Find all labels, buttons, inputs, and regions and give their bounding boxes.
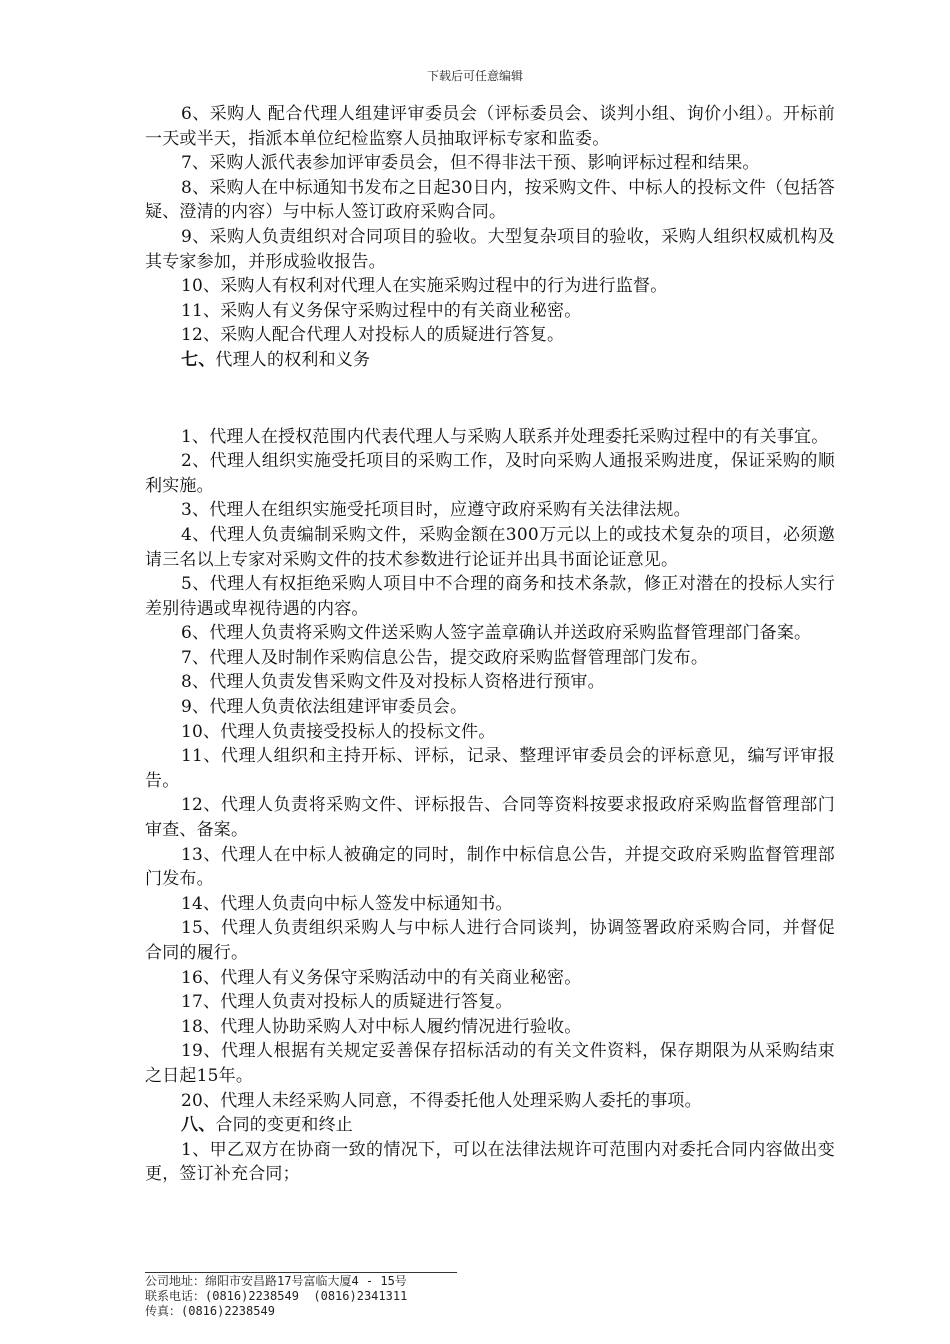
section-8-heading: [145, 1113, 835, 1138]
paragraph-7-19: 19、代理人根据有关规定妥善保存招标活动的有关文件资料，保存期限为从采购结束之日起15年。: [145, 1041, 835, 1086]
document-body: [145, 102, 835, 1187]
paragraph-7-2: 2、代理人组织实施受托项目的采购工作，及时向采购人通报采购进度，保证采购的顺利实施。: [145, 451, 835, 496]
paragraph-a8: 8、采购人在中标通知书发布之日起30日内，按采购文件、中标人的投标文件（包括答疑、澄清的内容）与中标人签订政府采购合同。: [145, 177, 835, 223]
page-footer: [145, 1274, 645, 1319]
paragraph-a11: 11、采购人有义务保守采购过程中的有关商业秘密。: [181, 300, 582, 321]
paragraph-a12: 12、采购人配合代理人对投标人的质疑进行答复。: [181, 325, 565, 346]
paragraph-7-13: 13、代理人在中标人被确定的同时，制作中标信息公告，并提交政府采购监督管理部门发布。: [145, 844, 835, 890]
paragraph-7-6: 6、代理人负责将采购文件送采购人签字盖章确认并送政府采购监督管理部门备案。: [181, 623, 812, 644]
paragraph-7-8: 8、代理人负责发售采购文件及对投标人资格进行预审。: [181, 672, 605, 693]
paragraph-7-17: 17、代理人负责对投标人的质疑进行答复。: [181, 992, 513, 1013]
section-7-number: 七、: [181, 349, 216, 370]
paragraph-7-12: 12、代理人负责将采购文件、评标报告、合同等资料按要求报政府采购监督管理部门审查、备案。: [145, 795, 835, 841]
section-7-heading: [145, 348, 835, 373]
section-gap: [145, 373, 835, 425]
paragraph-7-7: 7、代理人及时制作采购信息公告，提交政府采购监督管理部门发布。: [181, 647, 709, 668]
paragraph-a9: 9、采购人负责组织对合同项目的验收。大型复杂项目的验收，采购人组织权威机构及其专家参加，并形成验收报告。: [145, 226, 835, 272]
paragraph-8-1: 1、甲乙双方在协商一致的情况下，可以在法律法规许可范围内对委托合同内容做出变更，签订补充合同；: [145, 1139, 835, 1185]
paragraph-7-1: 1、代理人在授权范围内代表代理人与采购人联系并处理委托采购过程中的有关事宜。: [181, 426, 829, 447]
paragraph-7-3: 3、代理人在组织实施受托项目时，应遵守政府采购有关法律法规。: [181, 500, 691, 521]
page-header: 下载后可任意编辑: [426, 69, 523, 83]
section-7-title: 代理人的权利和义务: [215, 349, 371, 370]
paragraph-7-16: 16、代理人有义务保守采购活动中的有关商业秘密。: [181, 967, 582, 988]
paragraph-7-20: 20、代理人未经采购人同意，不得委托他人处理采购人委托的事项。: [181, 1090, 702, 1111]
footer-divider: [145, 1272, 457, 1273]
paragraph-7-14: 14、代理人负责向中标人签发中标通知书。: [181, 893, 513, 914]
footer-address: 公司地址：绵阳市安昌路17号富临大厦4 - 15号: [145, 1274, 407, 1288]
paragraph-7-11: 11、代理人组织和主持开标、评标，记录、整理评审委员会的评标意见，编写评审报告。: [145, 746, 835, 791]
paragraph-a10: 10、采购人有权利对代理人在实施采购过程中的行为进行监督。: [181, 276, 668, 297]
paragraph-7-5: 5、代理人有权拒绝采购人项目中不合理的商务和技术条款，修正对潜在的投标人实行差别待遇或卑视待遇的内容。: [145, 574, 835, 619]
paragraph-7-10: 10、代理人负责接受投标人的投标文件。: [181, 721, 496, 742]
paragraph-a7: 7、采购人派代表参加评审委员会，但不得非法干预、影响评标过程和结果。: [181, 153, 760, 174]
paragraph-7-15: 15、代理人负责组织采购人与中标人进行合同谈判，协调签署政府采购合同，并督促合同的履行。: [145, 918, 835, 963]
paragraph-a6: 6、采购人 配合代理人组建评审委员会（评标委员会、谈判小组、询价小组）。开标前一天或半天，指派本单位纪检监察人员抽取评标专家和监委。: [145, 104, 835, 149]
paragraph-7-9: 9、代理人负责依法组建评审委员会。: [181, 697, 468, 718]
paragraph-7-18: 18、代理人协助采购人对中标人履约情况进行验收。: [181, 1016, 582, 1037]
section-8-title: 合同的变更和终止: [215, 1115, 354, 1136]
footer-phone: 联系电话：(0816)2238549 (0816)2341311: [145, 1289, 408, 1303]
paragraph-7-4: 4、代理人负责编制采购文件，采购金额在300万元以上的或技术复杂的项目，必须邀请三名以上专家对采购文件的技术参数进行论证并出具书面论证意见。: [145, 524, 835, 570]
footer-fax: 传真：(0816)2238549: [145, 1304, 275, 1318]
section-8-number: 八、: [181, 1115, 216, 1136]
